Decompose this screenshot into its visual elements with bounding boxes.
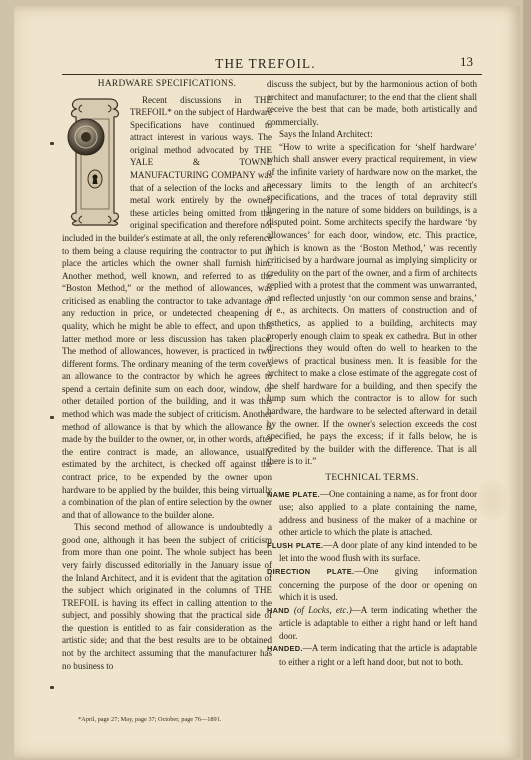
term-entry <box>267 642 477 668</box>
term-entry <box>267 565 477 604</box>
footnote: *April, page 27; May, page 37; October, page 76—1891. <box>78 716 222 723</box>
term-definition: —One containing a name, as for front door use; also applied to a plate containing the name, address and business of the maker of a machine or other article to which the plate is attached. <box>279 488 478 538</box>
term-name: NAME PLATE. <box>267 489 320 499</box>
section-title: TECHNICAL TERMS. <box>325 472 419 483</box>
term-entry <box>267 539 477 565</box>
margin-mark <box>50 142 54 145</box>
margin-mark <box>50 686 54 689</box>
term-qualifier: (of Locks, etc.) <box>289 604 352 615</box>
term-entry <box>267 604 477 643</box>
left-column <box>62 78 272 672</box>
term-name: DIRECTION PLATE. <box>267 566 355 576</box>
term-definition: —A term indicating that the article is adaptable to either a right or a left hand door, but not to both. <box>279 643 477 668</box>
term-name: HAND <box>267 605 290 615</box>
right-column <box>267 78 477 669</box>
page-edge-shadow <box>523 0 531 760</box>
page-number: 13 <box>460 54 473 69</box>
term-definition: —A door plate of any kind intended to be let into the wood flush with its surface. <box>279 539 477 564</box>
paragraph: Recent discussions in THE TREFOIL* on the subject of Hardware Specifications have continued to attract interest in various ways. The original method advocated by THE YALE & TOWNE MANUFACTURING COMPANY was that of a selection of the locks and art metal work entirely by the owner, these articles being omitted from the original specification and therefore not included in the builder's estimate at all, the only reference to them being a clause requiring the contractor to put in place the articles which the owner shall furnish him. Another method, well known, and referred to as the “Boston Method,” or the method of allowances, was criticised as enabling the contractor to take advantage of any reduction in price, or undetected cheapening of quality, which he might be able to effect, and upon this latter method more or less discussion has taken place. The method of allowances, however, is practiced in two different forms. The ordinary meaning of the term covers an allowance to the contractor by which he agrees to spend a certain definite sum on each door, window, or other detailed portion of the building, and it was this method which was made the subject of criticism. Another method of allowance is that by which the allowance is made by the builder to the owner, or, in other words, after the entire contract is made, an allowance, usually estimated by the architect, is checked off against the contract price, to be expended by the owner upon hardware to be applied by the builder, this being virtually a combination of the plan of entire selection by the owner and that of allowance to the builder alone. <box>62 94 272 520</box>
paragraph: discuss the subject, but by the harmonious action of both architect and manufacturer; to the end that the client shall receive the best that can be made, both artistically and commercially. <box>267 79 477 127</box>
term-name: FLUSH PLATE. <box>267 540 324 550</box>
door-knob-escutcheon-illustration <box>62 95 124 227</box>
running-header <box>0 40 531 70</box>
paper-stain <box>477 480 507 520</box>
paragraph: This second method of allowance is undoubtedly a good one, although it has been the subject of criticism from more than one point. The whole subject has been very fairly discussed editorially in the January issue of the Inland Architect, and it is evident that the agitation of the subject which originated in the columns of THE TREFOIL is having its effect in calling attention to the subject, and possibly showing that the practical side of the question is entitled to as fair consideration as the artistic side; and that the best results are to be obtained not by the architect assuming that the manufacturer has no business to <box>62 522 272 671</box>
term-entry <box>267 488 477 539</box>
term-definition: —A term indicating whether the article is adaptable to either a right hand or left hand door. <box>279 604 477 641</box>
section-title: HARDWARE SPECIFICATIONS. <box>97 79 237 89</box>
quotation: “How to write a specification for ‘shelf hardware’ which shall answer every practical requirement, in view of the infinite variety of hardware now on the market, the necessary limits to the length of an architect's specifications, and the traces of total depravity still lingering in the nature of some bidders on buildings, is a disputed point. Some architects specify the hardware ‘by allowances’ for each door, window, etc. This practice, which is known as the ‘Boston Method,’ was recently criticised by a hardware journal as implying simplicity or credulity on the part of the owner, and a firm of architects replied with a protest that the comment was unwarranted, and reflected unjustly ‘on our common sense and brains,’ i. e., as architects. On matters of construction and of esthetics, as applied to a building, architects may properly enough claim to speak ex cathedra. But in other directions they would often do well to hearken to the views of practical business men. It is feasible for the architect to make a close estimate of the aggregate cost of the shelf hardware for a building, and then specify the lump sum which the contractor is to allow for such hardware, the hardware to be selected afterward in detail by the owner. If the owner's selection exceeds the cost specified, he pays the excess; if it falls below, he is credited by the builder with the difference. That is all there is to it.” <box>267 141 477 467</box>
header-rule <box>62 74 482 75</box>
page-header-title: THE TREFOIL. <box>215 56 316 71</box>
term-definition: —One giving information concerning the purpose of the door or opening on which it is used. <box>279 565 477 603</box>
paragraph: Says the Inland Architect: <box>279 129 373 140</box>
term-name: HANDED. <box>267 644 303 654</box>
margin-mark <box>50 416 54 419</box>
